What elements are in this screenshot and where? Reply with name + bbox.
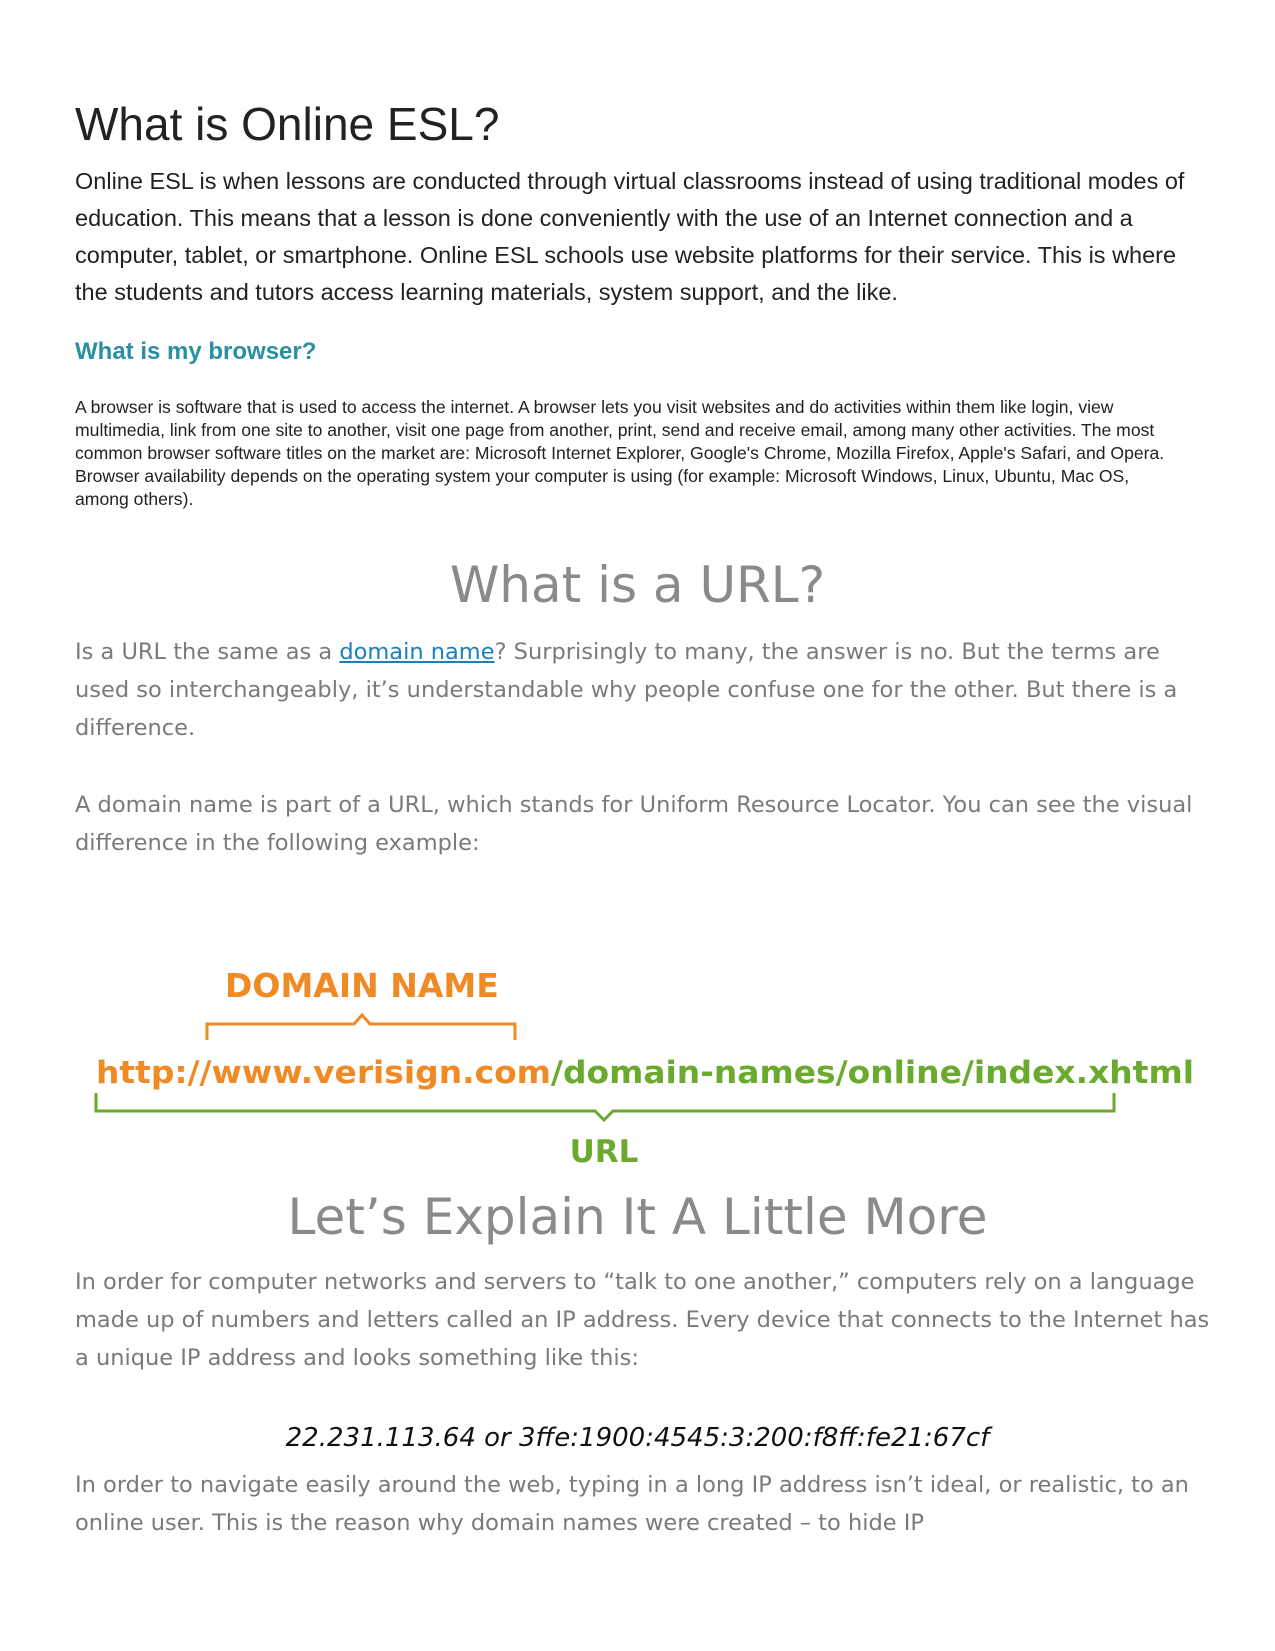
url-diagram: [75, 870, 1205, 1170]
url-bracket: [96, 1093, 1114, 1120]
explain-paragraph-1: In order for computer networks and servers to “talk to one another,” computers rely on a language made up of numbers and letters called an IP address. Every device that connects to the Internet has a unique IP address and looks something like this:: [75, 1269, 1210, 1371]
url-paragraph-1-lead: Is a URL the same as a: [75, 639, 340, 665]
online-esl-heading: What is Online ESL?: [75, 98, 500, 150]
url-paragraph-1: [75, 633, 1215, 747]
explain-paragraph-2: In order to navigate easily around the web, typing in a long IP address isn’t ideal, or realistic, to an online user. This is the reason why domain names were created – to hide IP: [75, 1472, 1189, 1536]
domain-name-bracket: [207, 1015, 515, 1040]
online-esl-paragraph: Online ESL is when lessons are conducted through virtual classrooms instead of using traditional modes of education. This means that a lesson is done conveniently with the use of an Internet connection and a computer, tablet, or smartphone. Online ESL schools use website platforms for their service. This is where the students and tutors access learning materials, system support, and the like.: [75, 168, 1185, 305]
example-url-domain: http://www.verisign.com: [96, 1055, 532, 1091]
domain-name-label: DOMAIN NAME: [225, 966, 499, 1005]
example-url: [96, 1055, 1194, 1091]
ip-example: 22.231.113.64 or 3ffe:1900:4545:3:200:f8ff:fe21:67cf: [285, 1423, 990, 1453]
example-url-path: /domain-names/online/index.xhtml: [550, 1055, 1167, 1091]
browser-paragraph: A browser is software that is used to access the internet. A browser lets you visit websites and do activities within them like login, view multimedia, link from one site to another, visit one page from another, print, send and receive email, among many other activities. The most common browser software titles on the market are: Microsoft Internet Explorer, Google's Chrome, Mozilla Firefox, Apple's Safari, and Opera. Browser availability depends on the operating system your computer is using (for example: Microsoft Windows, Linux, Ubuntu, Mac OS, among others).: [75, 397, 1165, 509]
browser-heading: What is my browser?: [75, 338, 317, 365]
domain-name-link[interactable]: domain name: [339, 639, 495, 665]
explain-heading: Let’s Explain It A Little More: [287, 1188, 988, 1246]
url-heading: What is a URL?: [449, 556, 826, 614]
url-paragraph-2: A domain name is part of a URL, which stands for Uniform Resource Locator. You can see the visual difference in the following example:: [75, 792, 1193, 856]
url-label: URL: [569, 1134, 639, 1170]
url-paragraph-1-rest: ? Surprisingly to many, the answer is no. But the terms are used so interchangeably, it’s understandable why people confuse one for the other. But there is a difference.: [75, 639, 1178, 741]
